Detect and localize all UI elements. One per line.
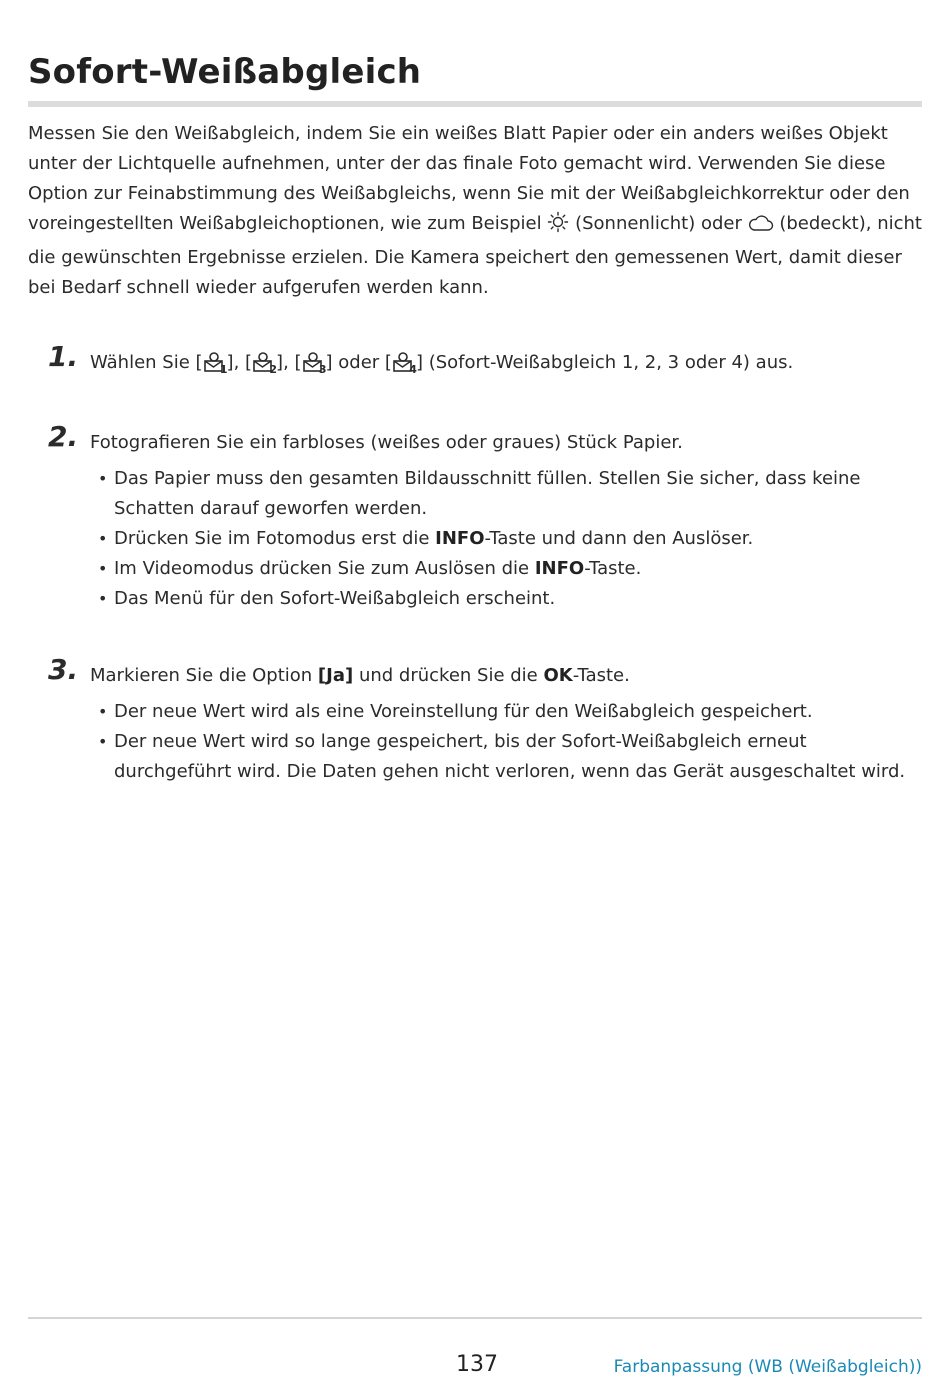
- list-item: [114, 524, 922, 554]
- intro-paragraph: [28, 119, 922, 303]
- info-button-label: INFO: [534, 558, 585, 579]
- step-text: Wählen Sie [: [90, 352, 203, 373]
- list-item: • Der neue Wert wird als eine Voreinstellung für den Weißabgleich gespeichert.: [114, 697, 922, 727]
- page-title: Sofort-Weißabgleich: [28, 52, 422, 92]
- step-number: 3.: [48, 653, 79, 686]
- bullet-list: [48, 464, 922, 614]
- list-item: • Der neue Wert wird so lange gespeichert, bis der Sofort-Weißabgleich erneut durchgeführt wird. Die Daten gehen nicht verloren, wenn das Gerät ausgeschaltet wird.: [114, 727, 922, 787]
- step-text: Fotografieren Sie ein farbloses (weißes oder graues) Stück Papier.: [90, 432, 683, 453]
- one-touch-wb-4-icon: [392, 351, 417, 376]
- intro-text-3: (bedeckt), nicht die gewünschten Ergebnisse erzielen. Die Kamera speichert den gemessenen Wert, damit dieser bei Bedarf schnell wieder aufgerufen werden kann.: [28, 213, 922, 298]
- step-number: 1.: [48, 340, 79, 373]
- one-touch-wb-2-icon: [252, 351, 278, 376]
- step-text-sep: ], [: [276, 352, 302, 373]
- title-rule: [28, 101, 922, 107]
- bullet-text: Drücken Sie im Fotomodus erst die: [114, 528, 436, 549]
- wb-icon-number: 2: [269, 363, 278, 376]
- bullet-text: -Taste und dann den Auslöser.: [484, 528, 754, 549]
- step-1: [48, 340, 922, 378]
- step-number: 2.: [48, 420, 79, 453]
- wb-icon-number: 1: [219, 363, 228, 376]
- step-3: [48, 653, 922, 787]
- page-number: 137: [456, 1352, 498, 1377]
- step-text: und drücken Sie die: [353, 665, 544, 686]
- option-ja-label: [Ja]: [317, 665, 354, 686]
- one-touch-wb-1-icon: [203, 351, 228, 376]
- cloud-icon: [748, 213, 774, 243]
- list-item: [114, 554, 922, 584]
- ok-button-label: OK: [543, 665, 573, 686]
- wb-icon-number: 4: [409, 363, 417, 376]
- step-text: Markieren Sie die Option: [90, 665, 318, 686]
- intro-text-1: Messen Sie den Weißabgleich, indem Sie ein weißes Blatt Papier oder ein anders weißes Objekt unter der Lichtquelle aufnehmen, unter der das finale Foto gemacht wird. Verwenden Sie diese Option zur Feinabstimmung des Weißabgleichs, wenn Sie mit der Weißabgleichkorrektur oder den voreingestellten Weißabgleichoptionen, wie zum Beispiel: [28, 123, 910, 234]
- step-text-sep: ], [: [226, 352, 253, 373]
- bullet-text: -Taste.: [584, 558, 642, 579]
- bullet-text: Im Videomodus drücken Sie zum Auslösen die: [114, 558, 535, 579]
- intro-text-2: (Sonnenlicht) oder: [575, 213, 742, 234]
- step-text-sep: ] oder [: [325, 352, 392, 373]
- list-item: • Das Papier muss den gesamten Bildausschnitt füllen. Stellen Sie sicher, dass keine Schatten darauf geworfen werden.: [114, 464, 922, 524]
- sun-icon: [547, 211, 569, 243]
- footer-rule: [28, 1317, 922, 1319]
- step-text-end: ] (Sofort-Weißabgleich 1, 2, 3 oder 4) aus.: [415, 352, 794, 373]
- step-text: -Taste.: [572, 665, 630, 686]
- step-2: [48, 420, 922, 614]
- list-item: • Das Menü für den Sofort-Weißabgleich erscheint.: [114, 584, 922, 614]
- bullet-list: [48, 697, 922, 787]
- wb-icon-number: 3: [318, 363, 327, 376]
- info-button-label: INFO: [435, 528, 485, 549]
- section-link[interactable]: Farbanpassung (WB (Weißabgleich)): [613, 1357, 922, 1377]
- one-touch-wb-3-icon: [302, 351, 327, 376]
